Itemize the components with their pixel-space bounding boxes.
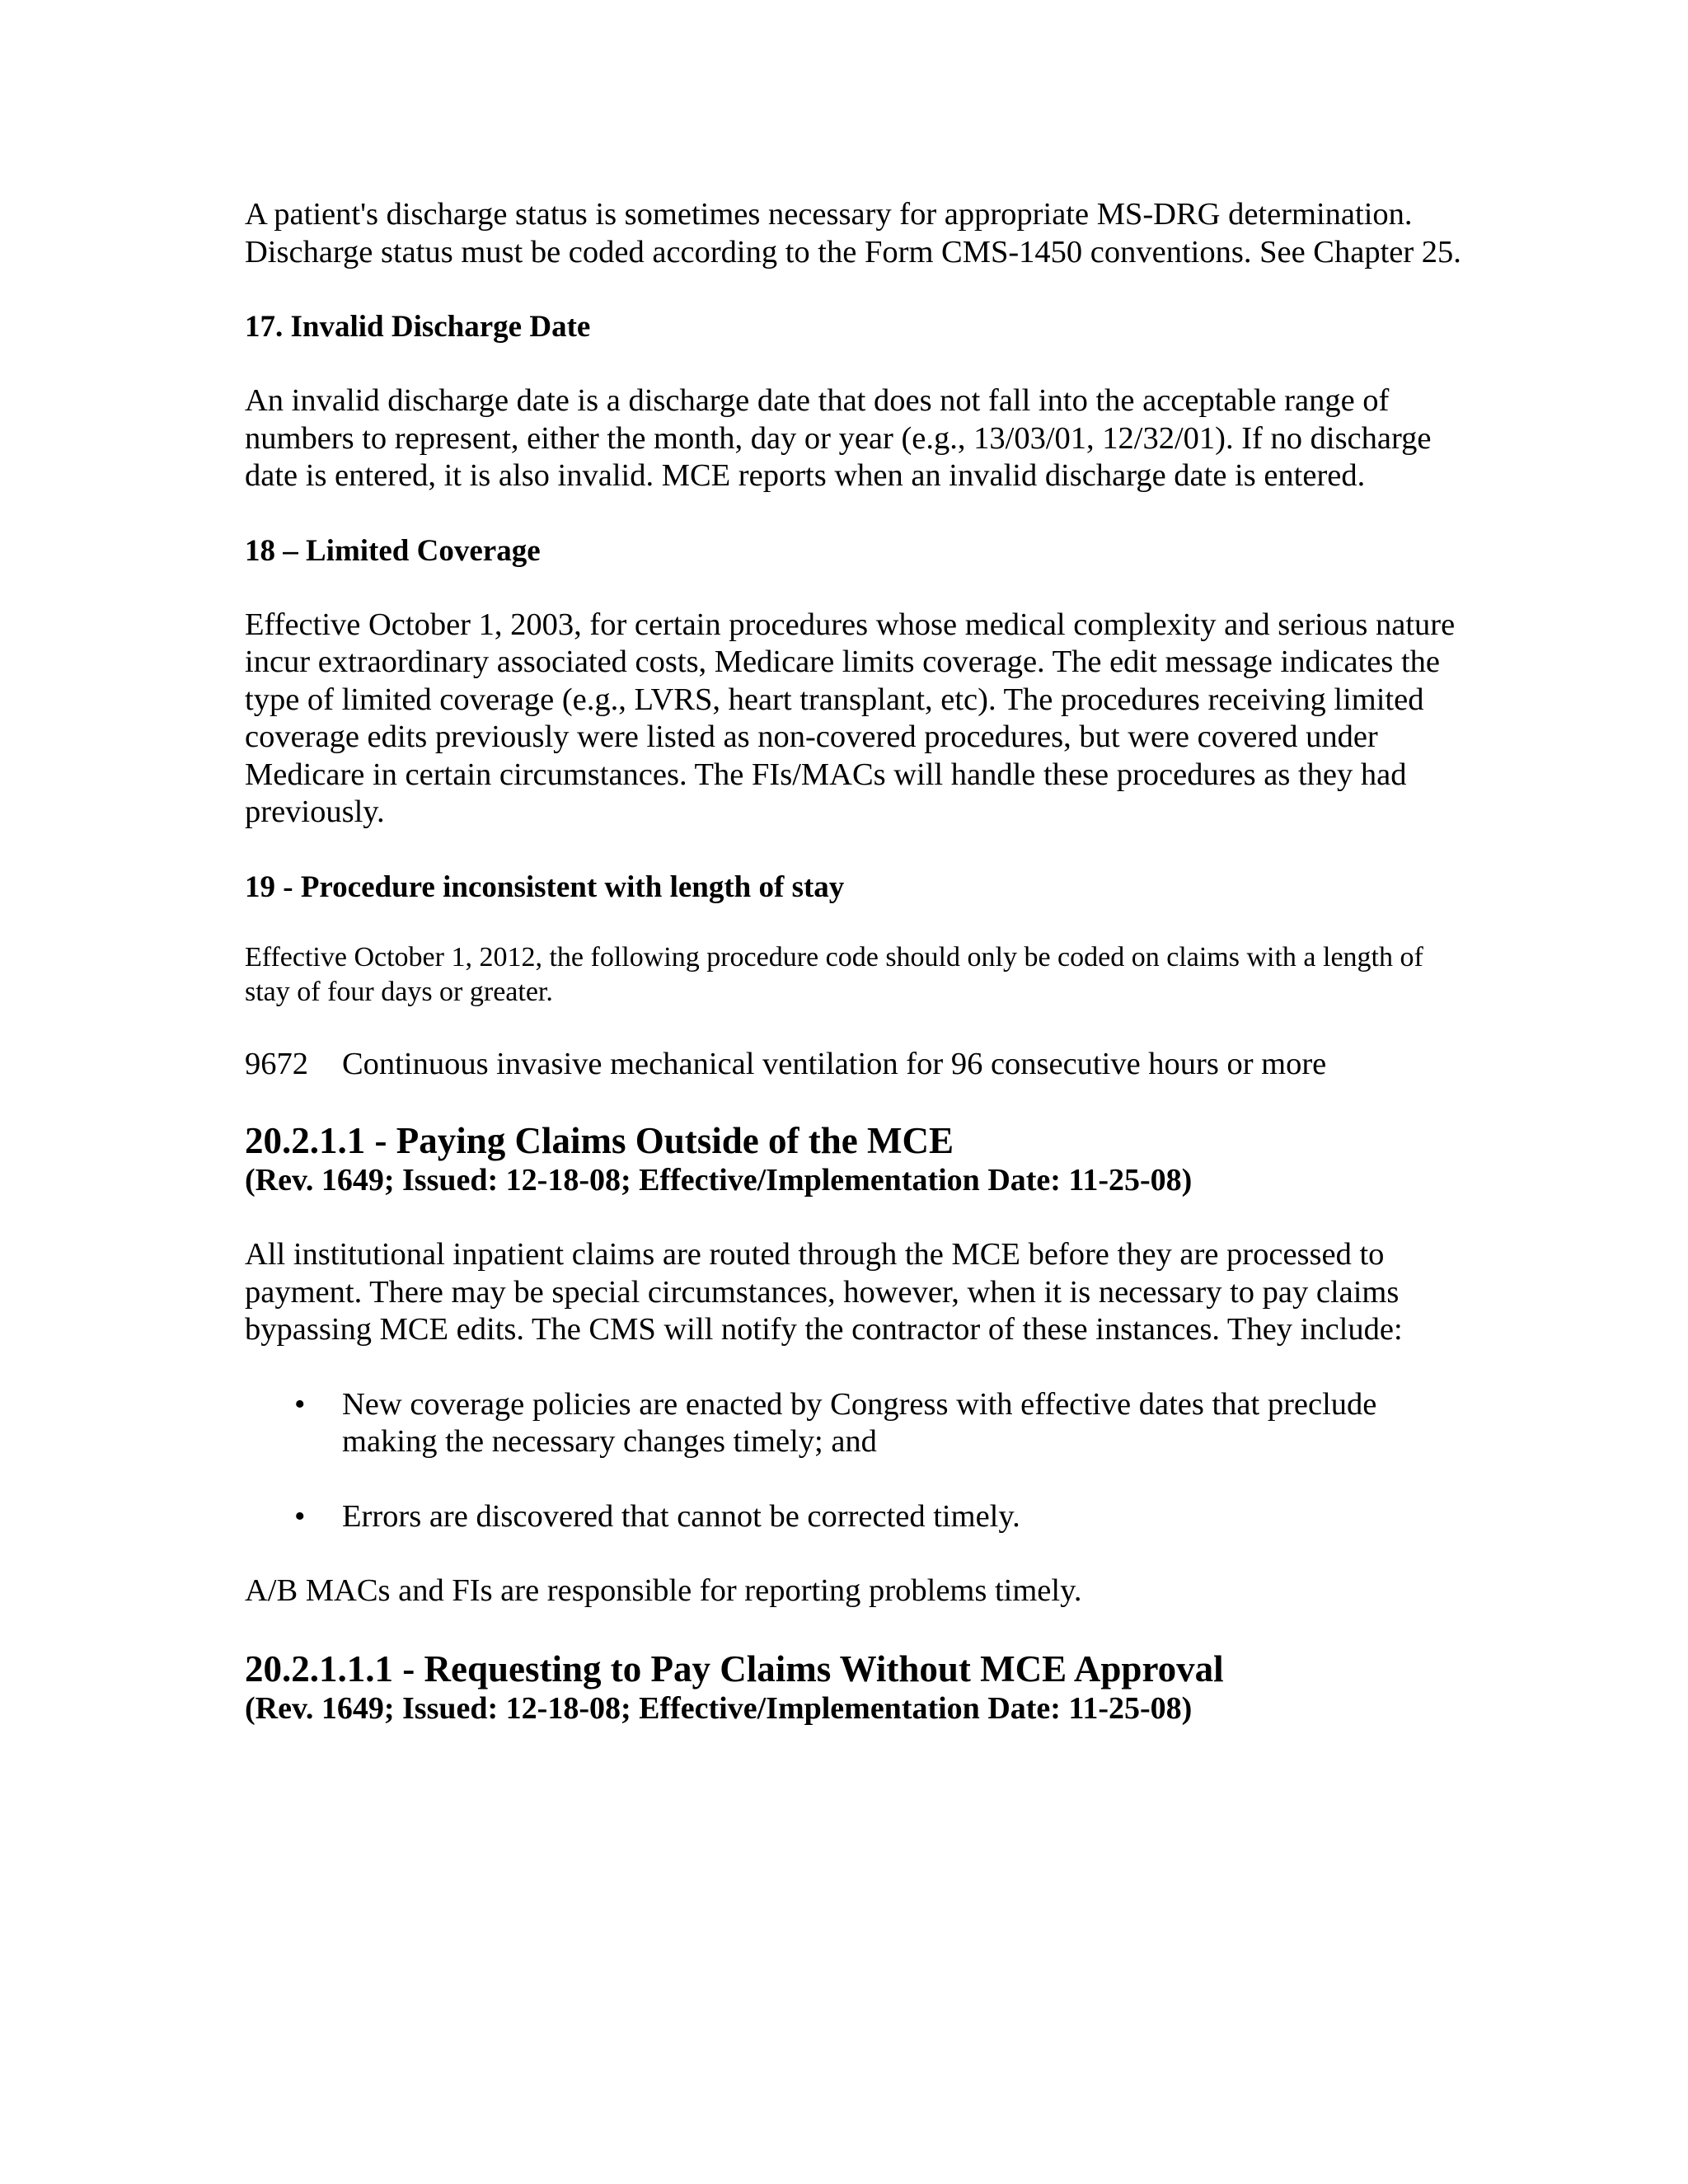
section-20-2-1-1-closing: A/B MACs and FIs are responsible for reporting problems timely. [245, 1573, 1082, 1608]
item-18-body: Effective October 1, 2003, for certain procedures whose medical complexity and serious nature incur extraordinary associated costs, Medicare limits coverage. The edit message indicates the type of limited coverage (e.g., LVRS, heart transplant, etc). The procedures receiving limited coverage edits previously were listed as non-covered procedures, but were covered under Medicare in certain circumstances. The FIs/MACs will handle these procedures as they had previously. [245, 607, 1456, 829]
intro-paragraph: A patient's discharge status is sometimes necessary for appropriate MS-DRG determination. Discharge status must be coded according to the Form CMS-1450 conventions. See Chapter 25. [245, 197, 1461, 269]
item-17-heading: 17. Invalid Discharge Date [245, 310, 591, 344]
section-20-2-1-1-1-title: 20.2.1.1.1 - Requesting to Pay Claims Without MCE Approval [245, 1647, 1224, 1690]
item-17-body: An invalid discharge date is a discharge date that does not fall into the acceptable range of numbers to represent, either the month, day or year (e.g., 13/03/01, 12/32/01). If no discharge date is entered, it is also invalid. MCE reports when an invalid discharge date is entered. [245, 383, 1432, 493]
list-item-text: New coverage policies are enacted by Congress with effective dates that preclude making the necessary changes timely; and [342, 1386, 1377, 1459]
item-19-body: Effective October 1, 2012, the following procedure code should only be coded on claims with a length of stay of four days or greater. [245, 941, 1423, 1007]
procedure-code-line [245, 1046, 1465, 1084]
section-20-2-1-1-1-revision: (Rev. 1649; Issued: 12-18-08; Effective/Implementation Date: 11-25-08) [245, 1690, 1193, 1726]
procedure-code: 9672 [245, 1046, 308, 1081]
item-18-heading: 18 – Limited Coverage [245, 533, 541, 568]
bullet-icon: • [294, 1498, 306, 1534]
procedure-code-description: Continuous invasive mechanical ventilation for 96 consecutive hours or more [342, 1046, 1327, 1081]
list-item [245, 1498, 1465, 1536]
list-item [245, 1386, 1465, 1461]
bullet-list [245, 1386, 1465, 1536]
section-20-2-1-1-title: 20.2.1.1 - Paying Claims Outside of the MCE [245, 1120, 954, 1161]
item-19-heading: 19 - Procedure inconsistent with length of stay [245, 869, 845, 904]
section-20-2-1-1-revision: (Rev. 1649; Issued: 12-18-08; Effective/Implementation Date: 11-25-08) [245, 1163, 1193, 1197]
bullet-icon: • [294, 1386, 306, 1422]
document-body [245, 196, 1465, 1727]
list-item-text: Errors are discovered that cannot be corrected timely. [342, 1498, 1020, 1534]
section-20-2-1-1-body: All institutional inpatient claims are routed through the MCE before they are processed to payment. There may be special circumstances, however, when it is necessary to pay claims bypassing MCE edits. The CMS will notify the contractor of these instances. They include: [245, 1237, 1403, 1347]
